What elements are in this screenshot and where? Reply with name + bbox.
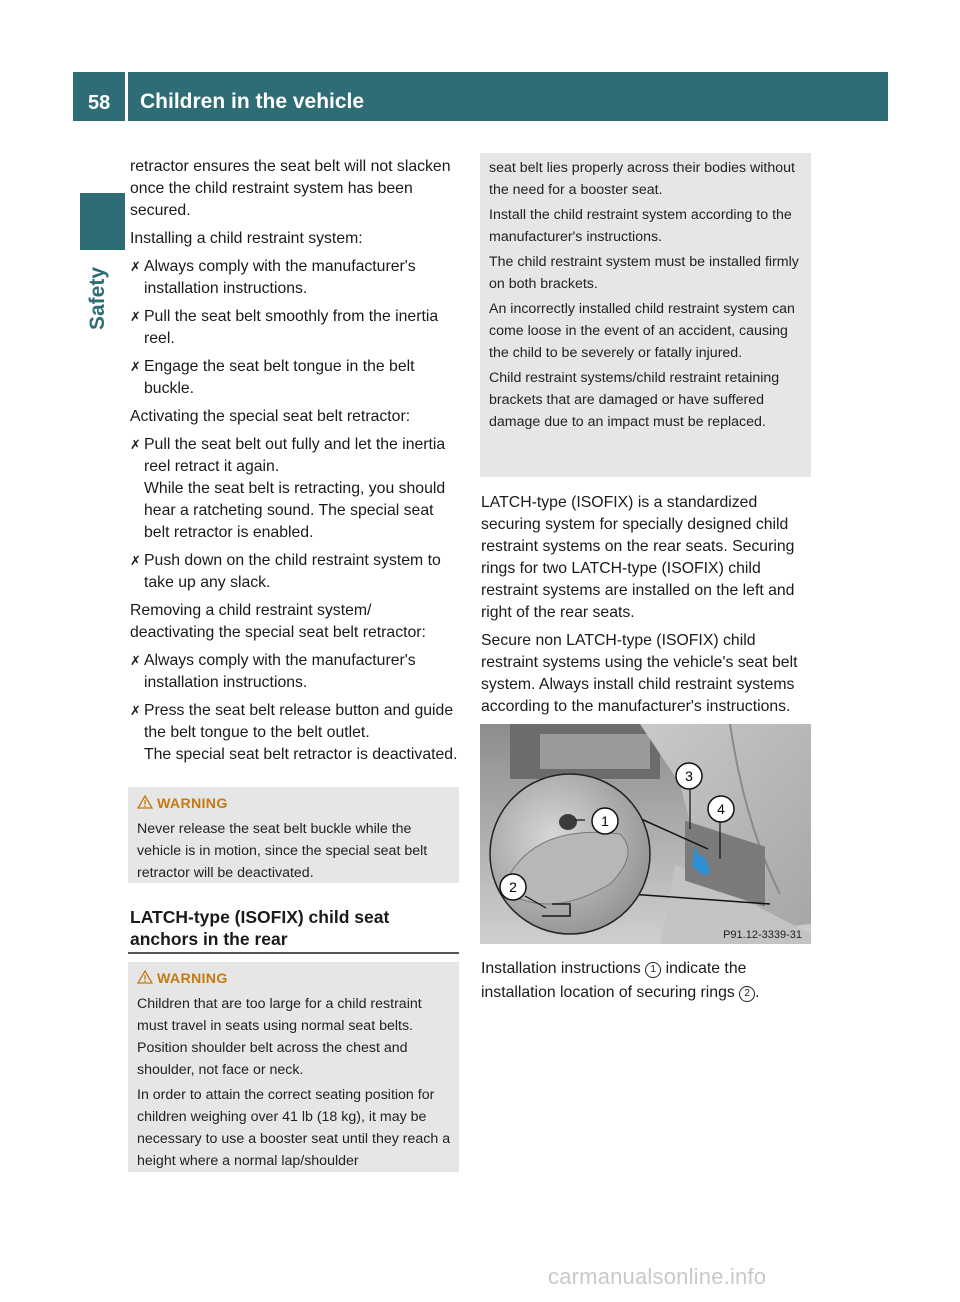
step-text: Pull the seat belt smoothly from the inertia reel. xyxy=(144,308,439,347)
installing-heading: Installing a child restraint system: xyxy=(130,230,363,247)
chapter-title: Children in the vehicle xyxy=(140,90,365,113)
chapter-header xyxy=(128,72,888,121)
step-text: Always comply with the manufacturer's installation instructions. xyxy=(144,258,416,297)
step-x-icon: ✗ xyxy=(130,359,141,374)
section-tab-label: Safety xyxy=(86,266,109,330)
step-text: Always comply with the manufacturer's installation instructions. xyxy=(144,652,416,691)
figure-code: P91.12-3339-31 xyxy=(723,929,802,941)
warning-triangle-icon xyxy=(137,795,153,809)
step-item xyxy=(130,700,460,766)
figure-caption xyxy=(481,957,813,1005)
warning-text: seat belt lies properly across their bodies without the need for a booster seat. xyxy=(489,160,795,198)
warning-text: Install the child restraint system according to the manufacturer's instructions. xyxy=(489,207,792,245)
step-item xyxy=(130,356,460,400)
latch-anchor-photo xyxy=(480,724,811,944)
callout-1 xyxy=(592,808,618,834)
step-x-icon: ✗ xyxy=(130,653,141,668)
step-x-icon: ✗ xyxy=(130,309,141,324)
svg-text:2: 2 xyxy=(509,879,517,895)
warning-text: Children that are too large for a child restraint must travel in seats using normal seat belts. Position shoulder belt across the chest and shoulder, not face or neck. xyxy=(137,996,422,1078)
warning-text: An incorrectly installed child restraint system can come loose in the event of an accident, causing the child to be severely or fatally injured. xyxy=(489,301,795,361)
section-heading: LATCH-type (ISOFIX) child seat anchors in the rear xyxy=(130,907,390,949)
seat-illustration xyxy=(480,724,811,944)
callout-marker: 1 xyxy=(645,962,661,978)
warning-triangle-icon xyxy=(137,970,153,984)
step-text: Press the seat belt release button and guide the belt tongue to the belt outlet. xyxy=(144,702,454,741)
caption-text: Installation instructions xyxy=(481,960,641,977)
step-x-icon: ✗ xyxy=(130,437,141,452)
page-number-box xyxy=(73,72,125,121)
right-column xyxy=(481,492,813,724)
warning-text: Child restraint systems/child restraint retaining brackets that are damaged or have suffered damage due to an impact must be replaced. xyxy=(489,370,780,430)
step-text: Push down on the child restraint system to take up any slack. xyxy=(144,552,441,591)
step-x-icon: ✗ xyxy=(130,703,141,718)
section-divider xyxy=(128,952,459,954)
callout-2 xyxy=(500,874,526,900)
removing-heading: Removing a child restraint system/ deactivating the special seat belt retractor: xyxy=(130,602,426,641)
callout-4 xyxy=(708,796,734,822)
warning-title: WARNING xyxy=(157,971,228,987)
step-item xyxy=(130,550,460,594)
step-result: While the seat belt is retracting, you should hear a ratcheting sound. The special seat belt retractor is enabled. xyxy=(144,480,446,541)
warning-text: The child restraint system must be installed firmly on both brackets. xyxy=(489,254,799,292)
warning-title: WARNING xyxy=(157,796,228,812)
warning-box-continued xyxy=(480,153,811,477)
step-text: Engage the seat belt tongue in the belt buckle. xyxy=(144,358,415,397)
step-x-icon: ✗ xyxy=(130,259,141,274)
callout-3 xyxy=(676,763,702,789)
warning-text: In order to attain the correct seating position for children weighing over 41 lb (18 kg), it may be necessary to use a booster seat until they reach a height where a normal lap/shoulder xyxy=(137,1087,451,1169)
step-item xyxy=(130,306,460,350)
step-result: The special seat belt retractor is deactivated. xyxy=(144,746,458,763)
svg-text:1: 1 xyxy=(601,813,609,829)
activating-heading: Activating the special seat belt retractor: xyxy=(130,408,411,425)
intro-paragraph: retractor ensures the seat belt will not slacken once the child restraint system has been secured. xyxy=(130,158,451,219)
watermark: carmanualsonline.info xyxy=(548,1264,767,1289)
step-item xyxy=(130,256,460,300)
step-item xyxy=(130,434,460,544)
svg-text:4: 4 xyxy=(717,801,725,817)
step-item xyxy=(130,650,460,694)
section-tab-marker xyxy=(80,193,125,250)
caption-text: indicate the installation location of securing rings xyxy=(481,960,747,1001)
step-text: Pull the seat belt out fully and let the inertia reel retract it again. xyxy=(144,436,446,475)
warning-box xyxy=(128,787,459,883)
svg-text:3: 3 xyxy=(685,768,693,784)
step-x-icon: ✗ xyxy=(130,553,141,568)
warning-text: Never release the seat belt buckle while the vehicle is in motion, since the special seat belt retractor will be deactivated. xyxy=(137,821,428,881)
callout-marker: 2 xyxy=(739,986,755,1002)
left-column xyxy=(130,156,460,772)
latch-instruction: Secure non LATCH-type (ISOFIX) child restraint systems using the vehicle's seat belt system. Always install child restraint systems according to the manufacturer's instructions. xyxy=(481,632,798,715)
latch-description: LATCH-type (ISOFIX) is a standardized securing system for specially designed child restraint systems on the rear seats. Securing rings for two LATCH-type (ISOFIX) child restraint systems are installed on the left and right of the rear seats. xyxy=(481,494,795,621)
page-number: 58 xyxy=(88,92,111,114)
caption-end: . xyxy=(755,984,760,1001)
warning-box xyxy=(128,962,459,1172)
